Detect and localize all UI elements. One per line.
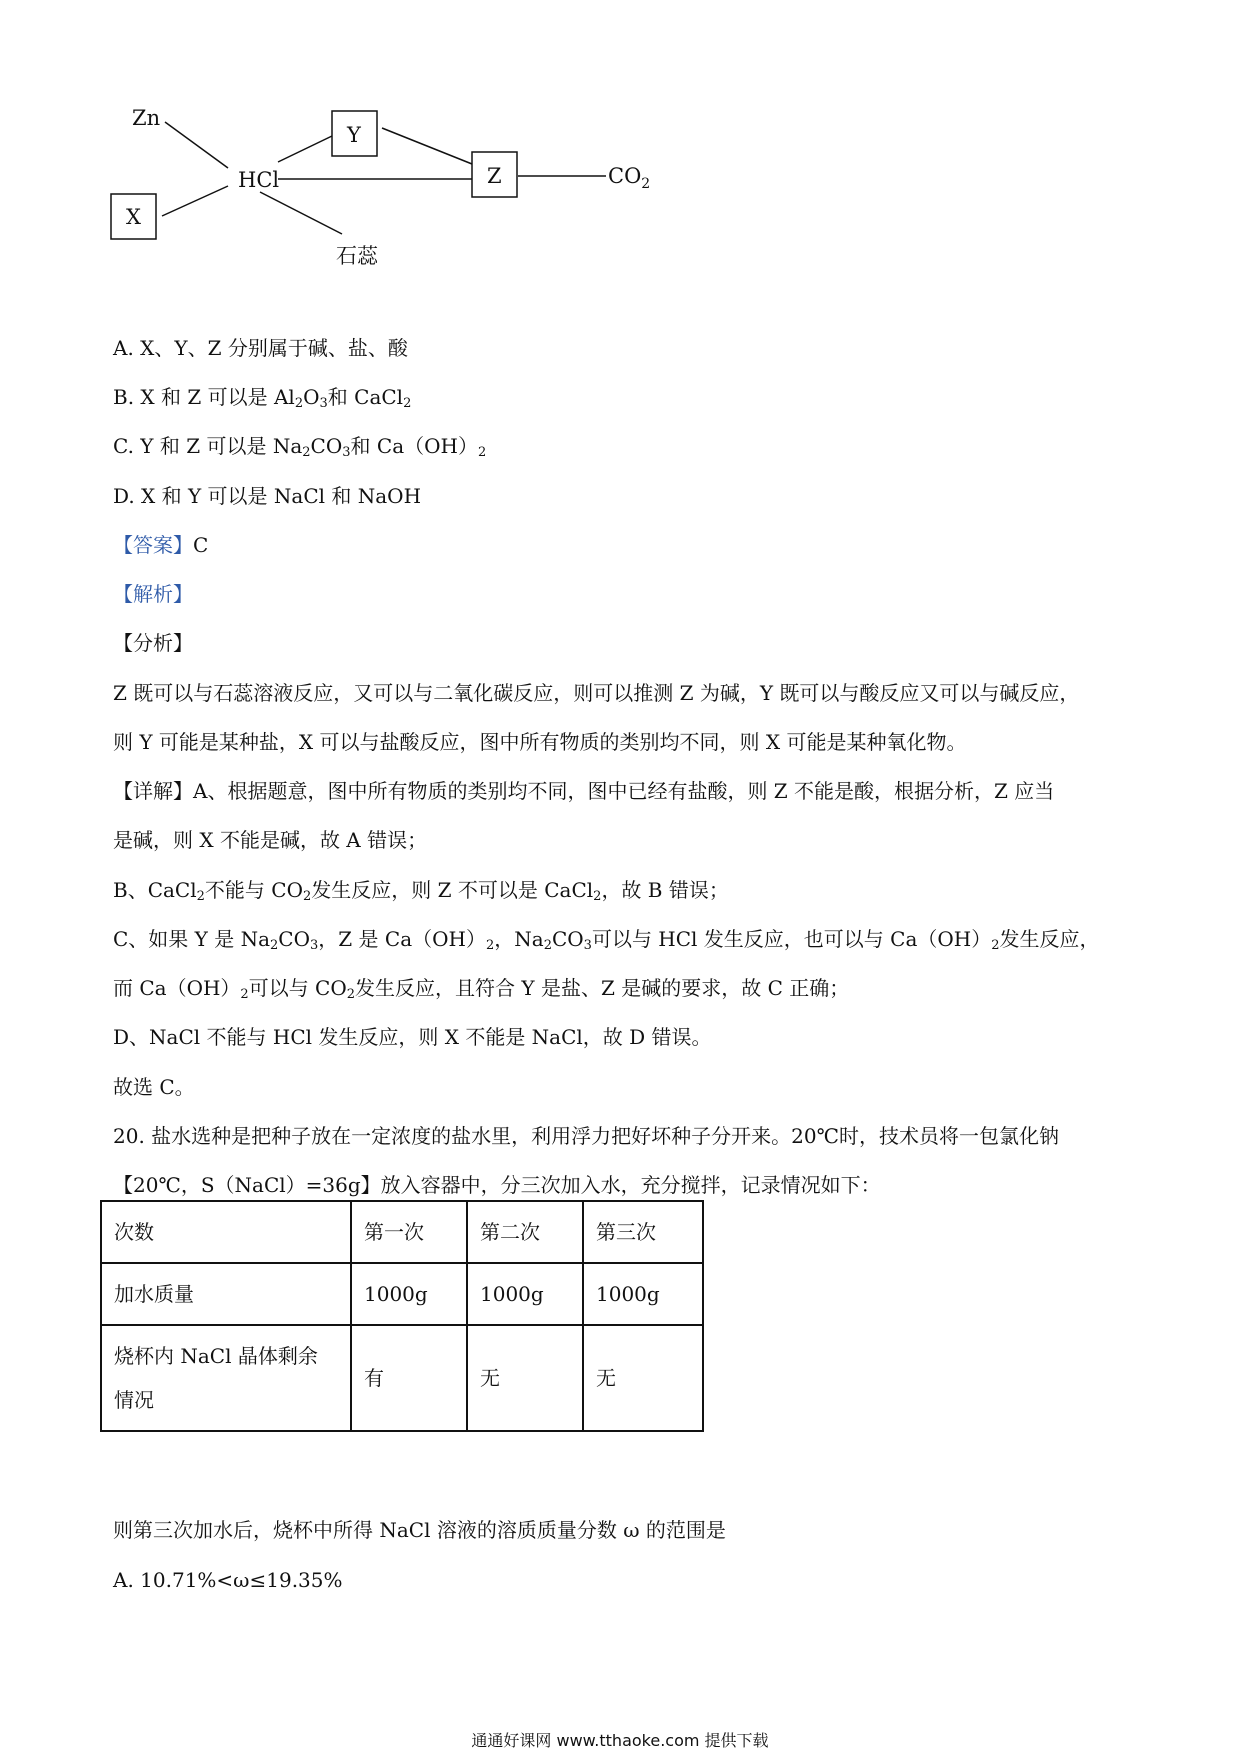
- table-cell: 1000g: [351, 1263, 467, 1325]
- q20-option-a: A. 10.71%<ω≤19.35%: [113, 1568, 343, 1592]
- option-d: D. X 和 Y 可以是 NaCl 和 NaOH: [113, 484, 422, 508]
- node-hcl: HCl: [238, 168, 280, 192]
- q20-question: 则第三次加水后，烧杯中所得 NaCl 溶液的溶质质量分数 ω 的范围是: [113, 1518, 726, 1542]
- table-cell: 次数: [101, 1201, 351, 1263]
- node-z: Z: [487, 164, 502, 188]
- edge-zn-hcl: [165, 122, 228, 168]
- reaction-diagram: [110, 100, 750, 310]
- node-zn: Zn: [132, 106, 161, 130]
- explain-c-1: C、如果 Y 是 $Na_2CO_3$，Z 是 $Ca(OH)_2$，$Na_2CO_3$可以与 HCl 发生反应，也可以与 $Ca(OH)_2$发生反应，: [113, 927, 1100, 953]
- answer-line: [113, 531, 208, 559]
- explain-b: B、CaCl$_2$不能与 $CO_2$发生反应，则 Z 不可以是 CaCl$_2$，故 B 错误；: [113, 878, 729, 904]
- fenxi-label: 【分析】: [113, 631, 193, 655]
- record-table: [100, 1200, 704, 1432]
- option-b: B. X 和 Z 可以是 $Al_2O_3$和 CaCl$_2$: [113, 385, 412, 411]
- node-x: X: [126, 205, 141, 229]
- node-y: Y: [347, 123, 361, 147]
- edge-hcl-litmus: [260, 192, 342, 234]
- table-cell: 无: [467, 1325, 583, 1431]
- option-c: C. Y 和 Z 可以是 $Na_2CO_3$和 $Ca(OH)_2$: [113, 434, 487, 460]
- fenxi-line-1: Z 既可以与石蕊溶液反应，又可以与二氧化碳反应，则可以推测 Z 为碱，Y 既可以与酸反应又可以与碱反应，: [113, 681, 1080, 705]
- table-cell: 1000g: [467, 1263, 583, 1325]
- answer-label: 【答案】: [113, 533, 193, 557]
- table-cell: 第一次: [351, 1201, 467, 1263]
- answer-value: C: [193, 533, 209, 557]
- conclusion: 故选 C。: [113, 1075, 195, 1099]
- edge-y-z: [382, 128, 472, 164]
- table-row: [101, 1325, 703, 1431]
- q20-line-1: 20. 盐水选种是把种子放在一定浓度的盐水里，利用浮力把好坏种子分开来。20℃时，技术员将一包氯化钠: [113, 1124, 1059, 1148]
- fenxi-line-2: 则 Y 可能是某种盐，X 可以与盐酸反应，图中所有物质的类别均不同，则 X 可能是某种氧化物。: [113, 730, 967, 754]
- xiangjie-line-2: 是碱，则 X 不能是碱，故 A 错误；: [113, 828, 428, 852]
- table-cell: 烧杯内 NaCl 晶体剩余 情况: [101, 1325, 351, 1431]
- table-cell: 1000g: [583, 1263, 703, 1325]
- edge-x-hcl: [162, 186, 228, 216]
- table-cell: 无: [583, 1325, 703, 1431]
- page-footer: 通通好课网 www.tthaoke.com 提供下载: [471, 1731, 769, 1750]
- explain-d: D、NaCl 不能与 HCl 发生反应，则 X 不能是 NaCl，故 D 错误。: [113, 1025, 712, 1049]
- node-co2: $CO_2$: [608, 164, 651, 192]
- xiangjie-line-1: 【详解】A、根据题意，图中所有物质的类别均不同，图中已经有盐酸，则 Z 不能是酸，根据分析，Z 应当: [113, 779, 1055, 803]
- node-litmus: 石蕊: [336, 244, 378, 268]
- analysis-label: 【解析】: [113, 582, 193, 606]
- table-cell: 第三次: [583, 1201, 703, 1263]
- table-cell: 第二次: [467, 1201, 583, 1263]
- q20-line-2: 【20℃，S（NaCl）=36g】放入容器中，分三次加入水，充分搅拌，记录情况如下：: [113, 1173, 881, 1197]
- option-a: A. X、Y、Z 分别属于碱、盐、酸: [113, 336, 408, 360]
- explain-c-2: 而 $Ca(OH)_2$可以与 $CO_2$发生反应，且符合 Y 是盐、Z 是碱的要求，故 C 正确；: [113, 976, 850, 1002]
- table-row: [101, 1263, 703, 1325]
- table-row: [101, 1201, 703, 1263]
- table-cell: 加水质量: [101, 1263, 351, 1325]
- edge-hcl-y: [278, 136, 332, 162]
- table-cell: 有: [351, 1325, 467, 1431]
